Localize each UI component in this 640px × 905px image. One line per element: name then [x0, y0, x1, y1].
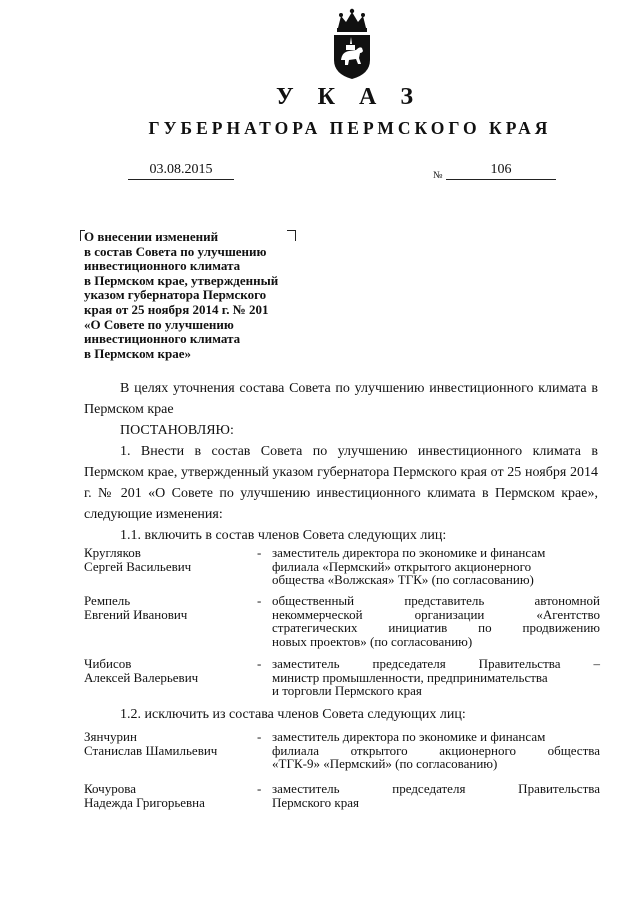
person-position: заместитель директора по экономике и финансам филиала «Пермский» открытого акционерного общества «Волжская» ТГК» (по согласованию)	[272, 545, 546, 588]
person-position: общественный представитель автономной некоммерческой организации «Агентство стратегических инициатив по продвижению новых проектов» (по согласованию)	[272, 593, 600, 649]
document-subtitle: ГУБЕРНАТОРА ПЕРМСКОГО КРАЯ	[148, 118, 552, 138]
item-1-1: 1.1. включить в состав членов Совета следующих лиц:	[120, 528, 447, 543]
person-name: Ремпель Евгений Иванович	[84, 593, 188, 622]
person-dash: -	[257, 656, 262, 671]
decree-date: 03.08.2015	[128, 162, 234, 180]
number-label: №	[433, 170, 443, 181]
decree-word: ПОСТАНОВЛЯЮ:	[120, 423, 234, 438]
person-dash: -	[257, 545, 262, 560]
item-1-2: 1.2. исключить из состава членов Совета следующих лиц:	[120, 707, 466, 722]
decree-number: 106	[446, 162, 556, 180]
person-name: Кругляков Сергей Васильевич	[84, 545, 192, 574]
person-name: Зянчурин Станислав Шамильевич	[84, 729, 218, 758]
person-dash: -	[257, 729, 262, 744]
person-dash: -	[257, 593, 262, 608]
person-dash: -	[257, 781, 262, 796]
person-position: заместитель председателя Правительства Пермского края	[272, 781, 600, 810]
intro-paragraph: В целях уточнения состава Совета по улучшению инвестиционного климата в Пермском крае	[84, 381, 598, 417]
decree-subject: О внесении изменений в состав Совета по улучшению инвестиционного климата в Пермском крае, утвержденный указом губернатора Пермского края от 25 ноября 2014 г. № 201 «О Совете по улучшению инвестиционного климата в Пермском крае»	[84, 229, 279, 361]
document-title: У К А З	[275, 84, 422, 110]
item-1: 1. Внести в состав Совета по улучшению инвестиционного климата в Пермском крае, утвержденный указом губернатора Пермского края от 25 ноября 2014 г. № 201 «О Совете по улучшению инвестиционного климата в Пермском крае», следующие изменения:	[84, 444, 598, 522]
perm-krai-coat-of-arms-icon	[329, 8, 375, 80]
person-name: Кочурова Надежда Григорьевна	[84, 781, 205, 810]
person-name: Чибисов Алексей Валерьевич	[84, 656, 199, 685]
decree-body	[84, 378, 598, 546]
person-position: заместитель председателя Правительства – министр промышленности, предпринимательства и торговли Пермского края	[272, 656, 600, 699]
person-position: заместитель директора по экономике и финансам филиала открытого акционерного общества «ТГК-9» «Пермский» (по согласованию)	[272, 729, 600, 772]
